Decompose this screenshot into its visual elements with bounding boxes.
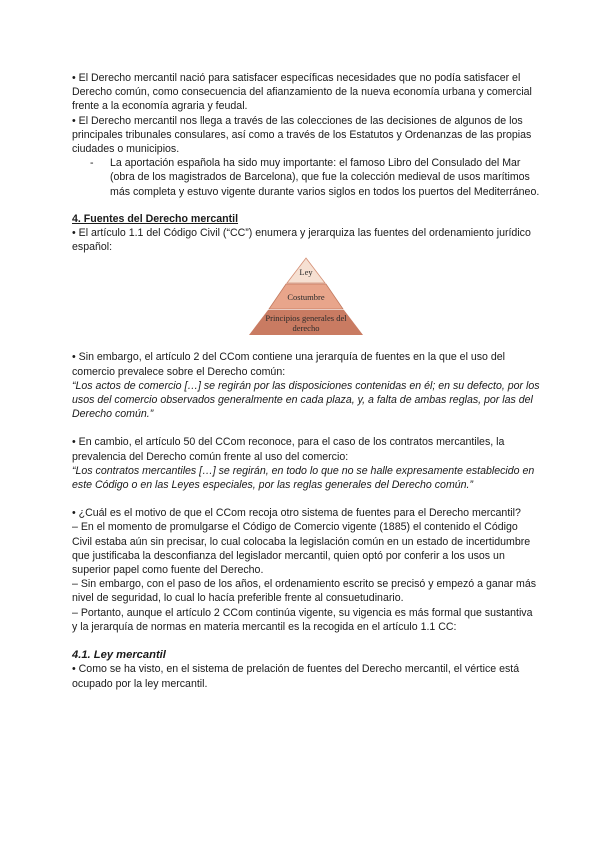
paragraph-question: • ¿Cuál es el motivo de que el CCom recoja otro sistema de fuentes para el Derecho mercantil?: [72, 507, 521, 520]
paragraph-ley-mercantil: • Como se ha visto, en el sistema de prelación de fuentes del Derecho mercantil, el vértice está ocupado por la ley mercantil.: [72, 663, 520, 690]
sub-item-text: La aportación española ha sido muy importante: el famoso Libro del Consulado del Mar (obra de los magistrados de Barcelona), que fue la colección medieval de usos marítimos más completa y estuvo vigente durante varios siglos en todos los puertos del Mediterráneo.: [110, 157, 540, 198]
dash-marker: -: [90, 157, 94, 170]
paragraph-collections: • El Derecho mercantil nos llega a través de las colecciones de las decisiones de algunos de los principales tribunales consulares, así como a través de los Estatutos y Ordenanzas de las propias ciudades o municipios.: [72, 114, 532, 156]
paragraph-cc-intro: • El artículo 1.1 del Código Civil (“CC”) enumera y jerarquiza las fuentes del ordenamiento jurídico español:: [72, 227, 531, 254]
sub-item-spanish-contribution: [72, 156, 540, 199]
pyramid-svg: [241, 256, 371, 336]
paragraph-ccom-art50: • En cambio, el artículo 50 del CCom reconoce, para el caso de los contratos mercantiles, la prevalencia del Derecho común frente al uso del comercio:: [72, 436, 505, 463]
paragraph-origin: • El Derecho mercantil nació para satisfacer específicas necesidades que no podía satisfacer el Derecho común, como consecuencia del afianzamiento de la nueva economía urbana y comercial frente a la economía agraria y feudal.: [72, 72, 532, 113]
paragraph-answer-1: – En el momento de promulgarse el Código de Comercio vigente (1885) el contenido el Código Civil estaba aún sin precisar, lo cual colocaba la legislación común en un estado de incertidumbre que justificaba la desconfianza del legislador mercantil, quien optó por conferir a los usos un superior papel como fuente del Derecho.: [72, 521, 531, 577]
section-heading-fuentes: 4. Fuentes del Derecho mercantil: [72, 212, 239, 225]
paragraph-answer-2: – Sin embargo, con el paso de los años, el ordenamiento escrito se precisó y empezó a ganar más nivel de seguridad, lo cual lo hacía preferible frente al consuetudinario.: [72, 578, 537, 605]
quote-ccom-art2: “Los actos de comercio […] se regirán por las disposiciones contenidas en él; en su defecto, por los usos del comercio observados generalmente en cada plaza, y, a falta de ambas reglas, por las del Derecho común.”: [72, 379, 540, 421]
paragraph-ccom-art2: • Sin embargo, el artículo 2 del CCom contiene una jerarquía de fuentes en la que el uso del comercio prevalece sobre el Derecho común:: [72, 351, 506, 378]
section-heading-ley-mercantil: 4.1. Ley mercantil: [72, 649, 166, 662]
pyramid-label-ley: Ley: [299, 267, 313, 278]
paragraph-answer-3: – Portanto, aunque el artículo 2 CCom continúa vigente, su vigencia es más formal que sustantiva y la jerarquía de normas en materia mercantil es la recogida en el artículo 1.1 CC:: [72, 606, 533, 633]
pyramid-label-costumbre: Costumbre: [287, 292, 325, 303]
pyramid-label-principios-2: derecho: [292, 323, 320, 334]
quote-ccom-art50: “Los contratos mercantiles […] se regirán, en todo lo que no se halle expresamente establecido en este Código o en las Leyes especiales, por las reglas generales del Derecho común.”: [72, 464, 535, 492]
pyramid-diagram: [72, 256, 540, 336]
pyramid-label-principios-1: Principios generales del: [265, 313, 347, 324]
